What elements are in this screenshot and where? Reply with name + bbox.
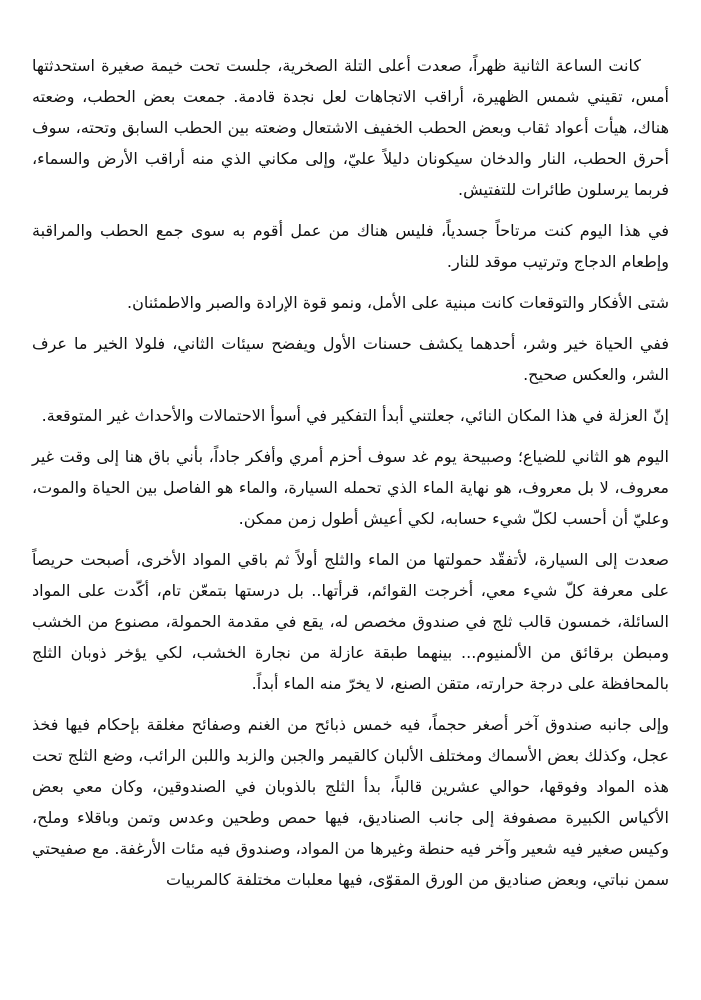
paragraph-5: إنّ العزلة في هذا المكان النائي، جعلتني أبدأ التفكير في أسوأ الاحتمالات والأحداث غير المتوقعة. <box>41 406 669 425</box>
paragraph-7: صعدت إلى السيارة، لأتفقّد حمولتها من الماء والثلج أولاً ثم باقي المواد الأخرى، أصبحت حريصاً على معرفة كلّ شيء معي، أخرجت القوائم، قرأتها.. بل درستها بتمعّن تام، أكّدت على المواد السائلة، خمسون قالب ثلج في صندوق مخصص له، يقع في مقدمة الحمولة، مصنوع من الخشب ومبطن برقائق من الألمنيوم... بينهما طبقة عازلة من نجارة الخشب، لكي يؤخر ذوبان الثلج بالمحافظة على درجة حرارته، متقن الصنع، لا يخرّ منه الماء أبداً. <box>32 550 669 693</box>
paragraph-4: ففي الحياة خير وشر، أحدهما يكشف حسنات الأول ويفضح سيئات الثاني، فلولا الخير ما عرف الشر، والعكس صحيح. <box>32 334 669 384</box>
paragraph-6: اليوم هو الثاني للضياع؛ وصبيحة يوم غد سوف أحزم أمري وأفكر جاداً، بأني باق هنا إلى وقت غير معروف، لا بل معروف، هو نهاية الماء الذي تحمله السيارة، والماء هو الفاصل بين الحياة والموت، وعليّ أن أحسب لكلّ شيء حسابه، لكي أعيش أطول زمن ممكن. <box>32 447 669 528</box>
paragraph-2: في هذا اليوم كنت مرتاحاً جسدياً، فليس هناك من عمل أقوم به سوى جمع الحطب والمراقبة وإطعام الدجاج وترتيب موقد للنار. <box>32 221 669 271</box>
paragraph-8: وإلى جانبه صندوق آخر أصغر حجماً، فيه خمس ذبائح من الغنم وصفائح مغلقة بإحكام فيها فخذ عجل، وكذلك بعض الأسماك ومختلف الألبان كالقيمر والجبن والزبد واللبن الرائب، وضع الثلج تحت هذه المواد وفوقها، حوالي عشرين قالباً، بدأ الثلج بالذوبان في الصندوقين، وكان معي بعض الأكياس الكبيرة مصفوفة إلى جانب الصناديق، فيها حمص وطحين وعدس وتمن وباقلاء وملح، وكيس صغير فيه شعير وآخر فيه حنطة وغيرها من المواد، وصندوق فيه مئات الأرغفة. مع صفيحتي سمن نباتي، وبعض صناديق من الورق المقوّى، فيها معلبات مختلفة كالمربيات <box>32 715 669 889</box>
paragraph-3: شتى الأفكار والتوقعات كانت مبنية على الأمل، ونمو قوة الإرادة والصبر والاطمئنان. <box>127 293 669 312</box>
paragraph-1: كانت الساعة الثانية ظهراً، صعدت أعلى التلة الصخرية، جلست تحت خيمة صغيرة استحدثتها أمس، تقيني شمس الظهيرة، أراقب الاتجاهات لعل نجدة قادمة. جمعت بعض الحطب، وضعته هناك، هيأت أعواد ثقاب وبعض الحطب الخفيف الاشتعال وضعته بين الحطب السابق وتحته، سوف أحرق الحطب، النار والدخان سيكونان دليلاً عليّ، وإلى مكاني الذي منه أراقب الأرض والسماء، فربما يرسلون طائرات للتفتيش. <box>32 56 669 199</box>
